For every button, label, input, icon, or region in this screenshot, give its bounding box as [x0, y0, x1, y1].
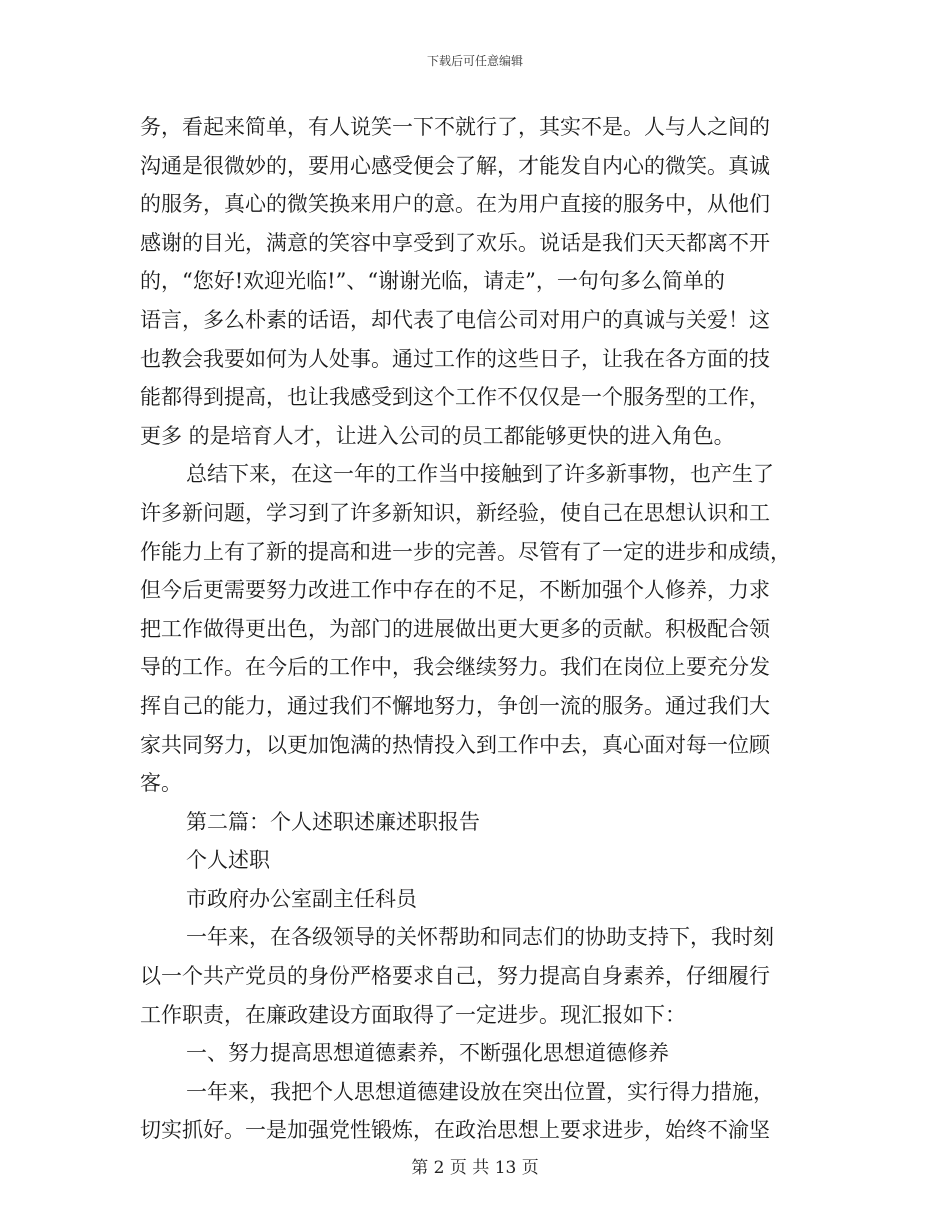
text-line: 能都得到提高，也让我感受到这个工作不仅仅是一个服务型的工作， — [140, 385, 770, 410]
text-line: 许多新问题，学习到了许多新知识，新经验，使自己在思想认识和工 — [140, 500, 770, 525]
document-body — [140, 108, 810, 1150]
text-line: 沟通是很微妙的，要用心感受便会了解，才能发自内心的微笑。真诚 — [140, 153, 770, 178]
text-line: 个人述职 — [186, 848, 270, 873]
text-line: 语言，多么朴素的话语，却代表了电信公司对用户的真诚与关爱！这 — [140, 307, 770, 332]
text-line: 客。 — [140, 771, 182, 796]
text-line: 导的工作。在今后的工作中，我会继续努力。我们在岗位上要充分发 — [140, 655, 770, 680]
text-line: 市政府办公室副主任科员 — [186, 886, 417, 911]
text-line: 一、努力提高思想道德素养，不断强化思想道德修养 — [186, 1041, 669, 1066]
text-line: 家共同努力，以更加饱满的热情投入到工作中去，真心面对每一位顾 — [140, 732, 770, 757]
page-footer: 第 2 页 共 13 页 — [411, 1158, 539, 1178]
text-line: 作能力上有了新的提高和进一步的完善。尽管有了一定的进步和成绩， — [140, 539, 791, 564]
text-line: 也教会我要如何为人处事。通过工作的这些日子，让我在各方面的技 — [140, 346, 770, 371]
text-line: 一年来，在各级领导的关怀帮助和同志们的协助支持下，我时刻 — [186, 925, 774, 950]
text-line: 感谢的目光，满意的笑容中享受到了欢乐。说话是我们天天都离不开 — [140, 230, 770, 255]
text-line: 第二篇：个人述职述廉述职报告 — [186, 809, 480, 834]
text-line: 的，“您好!欢迎光临!”、“谢谢光临，请走”，一句句多么简单的 — [140, 269, 725, 294]
text-line: 以一个共产党员的身份严格要求自己，努力提高自身素养，仔细履行 — [140, 964, 770, 989]
page-header: 下载后可任意编辑 — [426, 54, 523, 68]
text-line: 把工作做得更出色，为部门的进展做出更大更多的贡献。积极配合领 — [140, 616, 770, 641]
text-line: 务，看起来简单，有人说笑一下不就行了，其实不是。人与人之间的 — [140, 115, 770, 139]
text-line: 但今后更需要努力改进工作中存在的不足，不断加强个人修养，力求 — [140, 578, 770, 603]
text-line: 挥自己的能力，通过我们不懈地努力，争创一流的服务。通过我们大 — [140, 693, 770, 718]
text-line: 的服务，真心的微笑换来用户的意。在为用户直接的服务中，从他们 — [140, 192, 770, 217]
text-line: 一年来，我把个人思想道德建设放在突出位置，实行得力措施， — [186, 1079, 774, 1104]
text-line: 更多 的是培育人才，让进入公司的员工都能够更快的进入角色。 — [140, 423, 735, 448]
text-line: 总结下来，在这一年的工作当中接触到了许多新事物，也产生了 — [186, 462, 774, 487]
text-line: 切实抓好。一是加强党性锻炼，在政治思想上要求进步，始终不渝坚 — [140, 1118, 770, 1143]
text-line: 工作职责，在廉政建设方面取得了一定进步。现汇报如下： — [140, 1002, 686, 1027]
